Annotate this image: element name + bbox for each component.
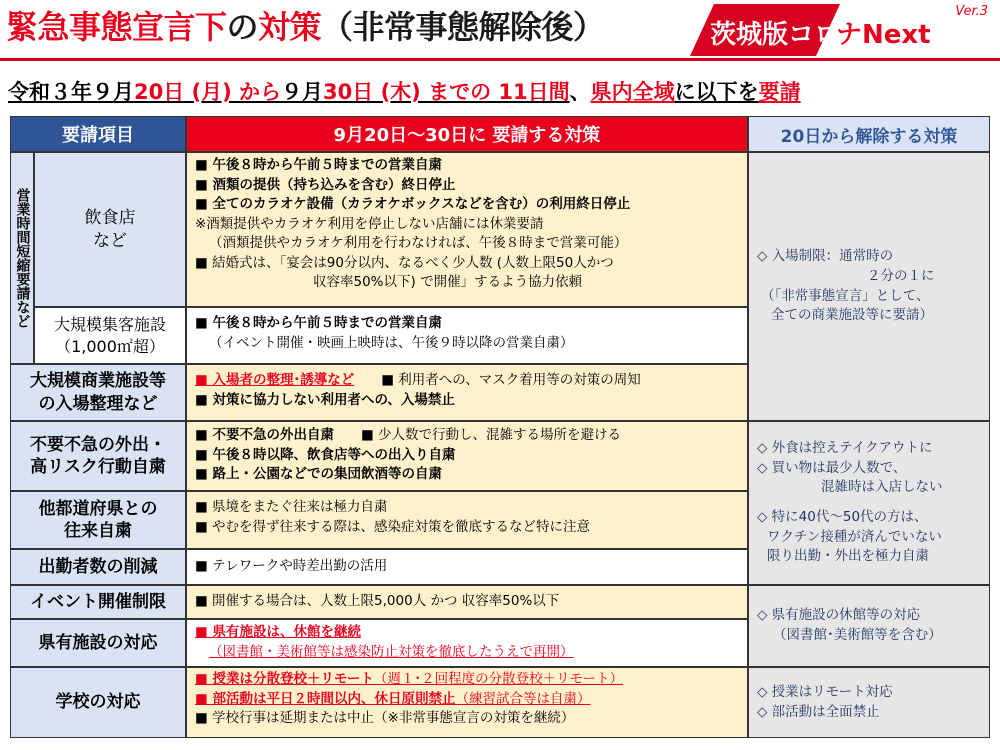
category-tadofuken: 他都道府県との 往来自粛 [10, 491, 186, 549]
brand-text-2: ナNext [836, 20, 931, 50]
lifted-gakko: ◇ 授業はリモート対応 ◇ 部活動は全面禁止 [748, 667, 990, 738]
lifted-gaishutsu: ◇ 外食は控えテイクアウトに ◇ 買い物は最少人数で、 混雑時は入店しない ◇ 特に40代～50代の方は、 ワクチン接種が済んでいない 限り出勤・外出を極力自粛 [748, 421, 990, 585]
category-inshokuten: 飲食店 など [34, 152, 186, 307]
header-lifted: 20日から解除する対策 [748, 116, 990, 152]
category-daikibo-shukyaku: 大規模集客施設 （1,000㎡超） [34, 307, 186, 364]
category-gakko: 学校の対応 [10, 667, 186, 738]
page-title: 緊急事態宣言下の対策（非常事態解除後） [6, 8, 605, 46]
header-rule [0, 58, 1000, 61]
brand-version: Ver.3 [955, 4, 988, 19]
measure-event: ■ 開催する場合は、人数上限5,000人 かつ 収容率50%以下 [186, 585, 748, 619]
measure-fuyo: ■ 不要不急の外出自粛 ■ 少人数で行動し、混雑する場所を避ける ■ 午後８時以降、飲食店等への出入り自粛 ■ 路上・公園などでの集団飲酒等の自粛 [186, 421, 748, 491]
category-kenyu: 県有施設の対応 [10, 619, 186, 667]
category-daikibo-shogyo: 大規模商業施設等 の入場整理など [10, 364, 186, 421]
header-items: 要請項目 [10, 116, 186, 152]
measure-tadofuken: ■ 県境をまたぐ往来は極力自粛 ■ やむを得ず往来する際は、感染症対策を徹底するなど特に注意 [186, 491, 748, 549]
subtitle: 令和３年９月20日 (月) から９月30日 (木) までの 11日間、県内全域に以下を要請 [8, 80, 801, 104]
category-fuyo: 不要不急の外出・ 高リスク行動自粛 [10, 421, 186, 491]
measure-shukkin: ■ テレワークや時差出勤の活用 [186, 549, 748, 585]
measure-kenyu: ■ 県有施設は、休館を継続 （図書館・美術館等は感染防止対策を徹底したうえで再開） [186, 619, 748, 667]
measures-table [10, 116, 990, 738]
lifted-kenyu: ◇ 県有施設の休館等の対応 （図書館･美術館等を含む） [748, 585, 990, 667]
measure-inshoku: ■ 午後８時から午前５時までの営業自粛 ■ 酒類の提供（持ち込みを含む）終日停止 ■ 全てのカラオケ設備（カラオケボックスなどを含む）の利用終日停止 ※酒類提供やカラオケ利用を停止しない店舗には休業要請 （酒類提供やカラオケ利用を行わなければ、午後８時まで営業可能） ■ 結婚式は、「宴会は90分以内、なるべく少人数 (人数上限50人かつ 収容率50%以下) で開催」するよう協力依頼 [186, 152, 748, 307]
category-shukkin: 出勤者数の削減 [10, 549, 186, 585]
category-event: イベント開催制限 [10, 585, 186, 619]
measure-gakko: ■ 授業は分散登校＋リモート（週１･２回程度の分散登校＋リモート） ■ 部活動は平日２時間以内、休日原則禁止（練習試合等は自粛） ■ 学校行事は延期または中止（※非常事態宣言の対策を継続） [186, 667, 748, 738]
measure-shukyaku: ■ 午後８時から午前５時までの営業自粛 （イベント開催・映画上映時は、午後９時以降の営業自粛） [186, 307, 748, 364]
category-eigyo-vertical: 営業時間短縮要請など [10, 152, 34, 364]
measure-shogyo: ■ 入場者の整理･誘導など ■ 利用者への、マスク着用等の対策の周知 ■ 対策に協力しない利用者への、入場禁止 [186, 364, 748, 421]
brand-text-1: 茨城版コロ [710, 20, 841, 50]
header-measures: 9月20日～30日に 要請する対策 [186, 116, 748, 152]
brand-logo [690, 4, 996, 56]
lifted-eigyo: ◇ 入場制限：通常時の ２分の１に （「非常事態宣言」として、 全ての商業施設等に要請） [748, 152, 990, 421]
